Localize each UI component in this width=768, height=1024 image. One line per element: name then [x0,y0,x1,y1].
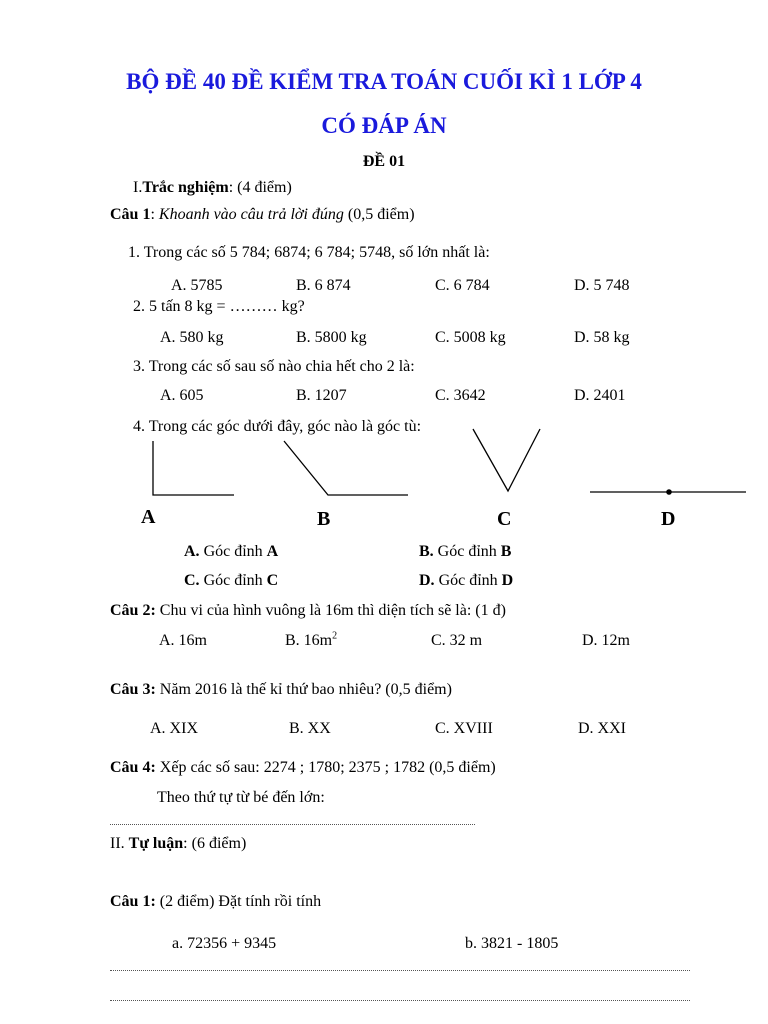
q2-option-b[interactable]: B. $16m^2$ [285,630,338,649]
p2q1-answer-line-2[interactable] [110,1000,690,1001]
q1-item1-option-d[interactable]: D. 5 748 [574,277,630,294]
part2-question-1: Câu 1: (2 điểm) Đặt tính rồi tính [110,893,322,910]
q4-instruction: Theo thứ tự từ bé đến lớn: [157,789,325,806]
q1-item3-text: 3. Trong các số sau số nào chia hết cho 2 là: [133,358,415,375]
angle-label-d: D [661,508,676,530]
q3-option-b[interactable]: B. XX [289,720,331,737]
q3-option-a[interactable]: A. XIX [150,720,198,737]
angle-a-shape [153,441,234,495]
q2-option-c[interactable]: C. 32 m [431,632,483,649]
part1-heading: I.Trắc nghiệm: (4 điểm) [133,179,292,196]
q1-item2-text: 2. 5 tấn 8 kg = ……… kg? [133,298,305,315]
p2q1-answer-line-1[interactable] [110,970,690,971]
angle-option-c[interactable]: C. Góc đỉnh C [184,572,279,589]
q1-item2-option-b[interactable]: B. 5800 kg [296,329,367,346]
angle-option-b[interactable]: B. Góc đỉnh B [419,543,512,560]
q1-item3-option-a[interactable]: A. 605 [160,387,204,404]
document-title-line1: BỘ ĐỀ 40 ĐỀ KIỂM TRA TOÁN CUỐI KÌ 1 LỚP 4 [126,69,642,94]
q1-item1-text: 1. Trong các số 5 784; 6874; 6 784; 5748, số lớn nhất là: [128,244,490,261]
p2q1-part-a: a. 72356 + 9345 [172,935,277,952]
q1-item2-option-a[interactable]: A. 580 kg [160,329,224,346]
part2-heading: II. Tự luận: (6 điểm) [110,835,247,852]
q3-option-d[interactable]: D. XXI [578,720,626,737]
q2-option-a[interactable]: A. 16m [159,632,207,649]
q3-option-c[interactable]: C. XVIII [435,720,493,737]
angle-option-a[interactable]: A. Góc đỉnh A [184,543,279,560]
question-4: Câu 4: Xếp các số sau: 2274 ; 1780; 2375 ; 1782 (0,5 điểm) [110,759,496,776]
q1-item3-option-d[interactable]: D. 2401 [574,387,626,404]
q1-item3-option-b[interactable]: B. 1207 [296,387,347,404]
p2q1-part-b: b. 3821 - 1805 [465,935,559,952]
angle-label-a: A [141,506,156,528]
angle-d-vertex-dot [666,489,672,495]
q1-item2-option-d[interactable]: D. 58 kg [574,329,630,346]
q4-answer-line[interactable] [110,824,475,825]
q1-item1-option-a[interactable]: A. 5785 [171,277,223,294]
angle-label-b: B [317,508,331,530]
document-title-line2: CÓ ĐÁP ÁN [321,113,447,138]
question-2: Câu 2: Chu vi của hình vuông là 16m thì diện tích sẽ là: (1 đ) [110,602,506,619]
angle-b-shape [284,441,408,495]
exam-label: ĐỀ 01 [362,153,406,170]
q1-item1-option-c[interactable]: C. 6 784 [435,277,490,294]
question-3: Câu 3: Năm 2016 là thế kỉ thứ bao nhiêu? (0,5 điểm) [110,681,452,698]
q1-item1-option-b[interactable]: B. 6 874 [296,277,351,294]
q2-option-d[interactable]: D. 12m [582,632,630,649]
angle-label-c: C [497,508,512,530]
angle-option-d[interactable]: D. Góc đỉnh D [419,572,514,589]
q1-item4-text: 4. Trong các góc dưới đây, góc nào là góc tù: [133,418,422,435]
question-1-header: Câu 1: Khoanh vào câu trả lời đúng (0,5 điểm) [110,206,415,223]
q1-item3-option-c[interactable]: C. 3642 [435,387,486,404]
angle-c-shape [473,429,540,491]
q1-item2-option-c[interactable]: C. 5008 kg [435,329,506,346]
